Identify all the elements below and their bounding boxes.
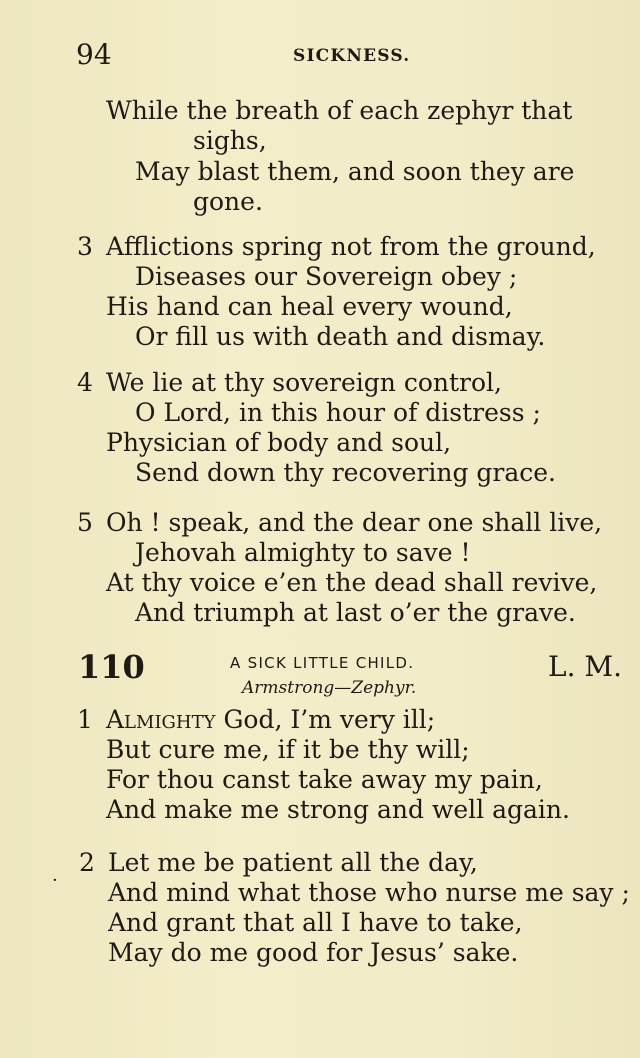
verse-line: O Lord, in this hour of distress ; [135,398,541,427]
verse-line: For thou canst take away my pain, [106,765,543,794]
verse-line: gone. [193,187,263,216]
verse-line: sighs, [193,126,267,155]
first-word: Almighty [106,705,216,734]
verse-line: And mind what those who nurse me say ; [108,878,630,907]
verse-line: Jehovah almighty to save ! [135,538,471,567]
verse-number: 2 [79,848,95,877]
verse-line: While the breath of each zephyr that [106,96,573,125]
verse-line: May blast them, and soon they are [135,157,575,186]
hymn-meter: L. M. [548,650,622,683]
verse-line: Let me be patient all the day, [108,848,478,877]
verse-number: 5 [77,508,93,537]
verse-line: Diseases our Sovereign obey ; [135,262,518,291]
verse-line: Almighty God, I’m very ill; [106,705,436,734]
hymn-tune: Armstrong—Zephyr. [242,678,417,698]
verse-line: And make me strong and well again. [106,795,570,824]
section-title: SICKNESS. [293,46,411,66]
hymn-number: 110 [78,648,145,686]
verse-line: But cure me, if it be thy will; [106,735,470,764]
margin-dot: · [52,870,58,891]
verse-line: We lie at thy sovereign control, [106,368,502,397]
verse-line: And grant that all I have to take, [108,908,523,937]
verse-line: Send down thy recovering grace. [135,458,557,487]
page-number: 94 [76,38,112,71]
verse-line: May do me good for Jesus’ sake. [108,938,519,967]
verse-line: His hand can heal every wound, [106,292,513,321]
hymn-title: A SICK LITTLE CHILD. [230,654,415,672]
verse-line: Or fill us with death and dismay. [135,322,546,351]
verse-line: Oh ! speak, and the dear one shall live, [106,508,603,537]
verse-line: Afflictions spring not from the ground, [106,232,596,261]
verse-number: 4 [77,368,93,397]
verse-number: 1 [77,705,93,734]
verse-line: And triumph at last o’er the grave. [135,598,576,627]
verse-number: 3 [77,232,93,261]
verse-line: Physician of body and soul, [106,428,452,457]
verse-line: At thy voice e’en the dead shall revive, [106,568,598,597]
